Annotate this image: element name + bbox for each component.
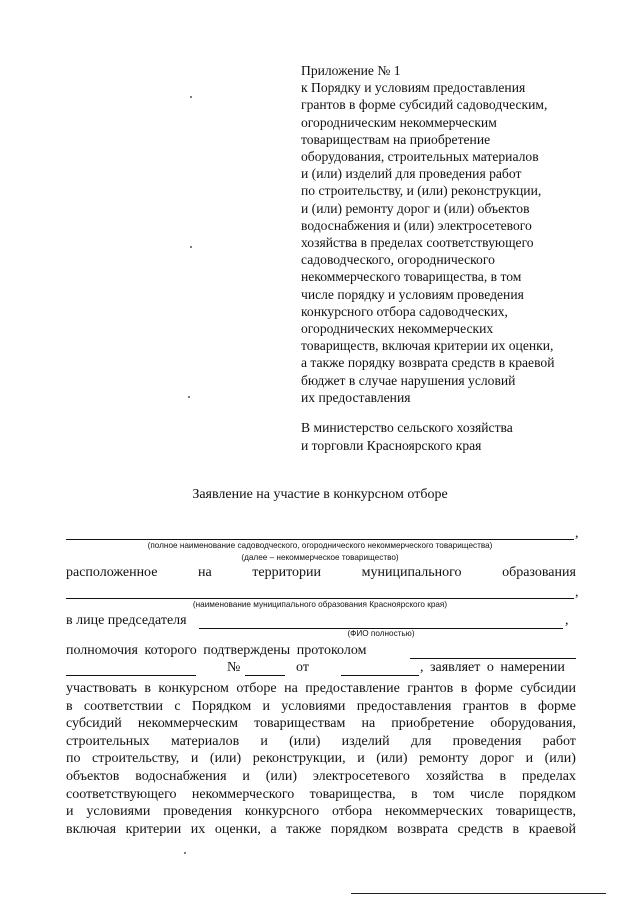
- body-word: для: [410, 733, 432, 749]
- body-word: товарищества,: [309, 786, 396, 802]
- municipality-field[interactable]: [66, 598, 574, 599]
- addressee-line-2: и торговли Красноярского края: [301, 437, 482, 453]
- body-word: изделий: [341, 733, 390, 749]
- appendix-line: хозяйства в пределах соответствующего: [301, 235, 534, 251]
- body-line: [66, 680, 576, 698]
- chairman-label: в лице председателя: [66, 613, 187, 628]
- body-line: [66, 821, 576, 839]
- appendix-line: числе порядку и условиям проведения: [301, 286, 524, 302]
- body-word: конкурсном: [158, 681, 229, 696]
- organization-name-field[interactable]: [66, 539, 574, 540]
- body-word: соответствии: [83, 698, 164, 714]
- appendix-line: Приложение № 1: [301, 63, 401, 78]
- protocol-prefix-field[interactable]: [66, 675, 196, 676]
- body-word: условиями: [86, 804, 151, 820]
- addressee-block: [301, 419, 601, 454]
- body-word: условиями: [281, 698, 346, 714]
- body-word: (или): [265, 768, 298, 784]
- powers-label: полномочия которого подтверждены протоколом: [66, 643, 367, 658]
- body-word: (или): [289, 733, 321, 749]
- body-word: реконструкции,: [252, 751, 346, 767]
- body-word: (или): [209, 751, 242, 767]
- body-word: хозяйства: [425, 768, 484, 784]
- appendix-line: водоснабжения и (или) электросетевого: [301, 217, 532, 233]
- body-word: отбора: [331, 804, 373, 820]
- body-word: оценки,: [214, 821, 261, 837]
- caption-municipality: (наименование муниципального образования Красноярского края): [192, 600, 448, 609]
- body-word: некоммерческих: [385, 804, 484, 820]
- body-line: [66, 786, 576, 804]
- body-word: и: [242, 768, 250, 784]
- body-line: [66, 715, 576, 733]
- body-word: форме: [474, 681, 513, 696]
- comma: ,: [565, 613, 569, 628]
- body-word: ремонту: [419, 751, 469, 767]
- body-word: работ: [542, 733, 576, 749]
- body-word: краевой: [528, 821, 576, 837]
- scan-speck: [190, 246, 192, 248]
- body-word: порядком: [330, 821, 388, 837]
- appendix-line: к Порядку и условиям предоставления: [301, 80, 526, 96]
- body-line: [66, 733, 576, 751]
- appendix-line: огородническим некоммерческим: [301, 114, 497, 130]
- body-word: конкурсного: [244, 804, 320, 820]
- number-sign: №: [227, 660, 241, 675]
- body-word: порядком: [519, 786, 576, 802]
- scan-speck: [184, 852, 186, 854]
- protocol-field[interactable]: [410, 658, 576, 659]
- body-line: [66, 750, 576, 768]
- body-word: на: [361, 716, 376, 732]
- body-line: [66, 698, 576, 716]
- body-word: некоммерческим: [137, 716, 238, 732]
- body-word: проведения: [452, 733, 522, 749]
- appendix-line: и (или) ремонту дорог и (или) объектов: [301, 200, 530, 216]
- body-word: товариществам: [254, 716, 346, 732]
- body-word: Порядком: [191, 698, 252, 714]
- body-word: некоммерческого: [191, 786, 295, 802]
- appendix-line: их предоставления: [301, 389, 411, 405]
- body-word: отборе: [236, 681, 277, 696]
- body-word: грантов: [407, 681, 454, 696]
- appendix-line: грантов в форме субсидий садоводческим,: [301, 97, 548, 113]
- protocol-date-field[interactable]: [341, 675, 419, 676]
- body-word: критерии: [125, 821, 182, 837]
- appendix-line: бюджет в случае нарушения условий: [301, 372, 516, 388]
- located-word: расположенное: [66, 565, 158, 580]
- located-word: образования: [502, 565, 576, 580]
- body-word: пределах: [521, 768, 576, 784]
- body-word: объектов: [66, 768, 120, 784]
- body-word: по: [66, 751, 81, 767]
- body-word: товариществ,: [496, 804, 576, 820]
- body-word: возврата: [397, 821, 449, 837]
- body-word: (или): [376, 751, 408, 767]
- body-word: их: [190, 821, 206, 837]
- located-line: [66, 565, 576, 581]
- body-word: в: [499, 768, 507, 784]
- caption-hereinafter: (далее – некоммерческое товарищество): [241, 553, 399, 562]
- body-word: дорог: [480, 751, 515, 767]
- comma: ,: [575, 526, 579, 541]
- body-word: также: [286, 821, 322, 837]
- appendix-line: а также порядку возврата средств в краевой: [301, 355, 555, 371]
- from-label: от: [296, 660, 309, 675]
- body-word: и: [260, 733, 268, 749]
- body-word: в: [410, 786, 418, 802]
- body-word: грантов: [462, 698, 509, 714]
- body-word: проведения: [163, 804, 233, 820]
- body-word: соответствующего: [66, 786, 177, 802]
- body-word: (или): [544, 751, 576, 767]
- appendix-line: по строительству, и (или) реконструкции,: [301, 183, 542, 199]
- body-word: в: [512, 821, 520, 837]
- appendix-line: оборудования, строительных материалов: [301, 149, 539, 165]
- appendix-header: [301, 62, 601, 406]
- body-word: и: [190, 751, 199, 767]
- body-word: и: [262, 698, 270, 714]
- body-word: с: [174, 698, 181, 714]
- scan-speck: [188, 396, 190, 398]
- caption-fio: (ФИО полностью): [347, 629, 415, 638]
- body-word: строительных: [66, 733, 150, 749]
- body-word: водоснабжения: [135, 768, 227, 784]
- declares-text: , заявляет о намерении: [420, 660, 565, 675]
- body-word: субсидии: [520, 681, 576, 696]
- body-word: в: [520, 698, 527, 714]
- body-word: материалов: [170, 733, 240, 749]
- body-word: включая: [66, 821, 117, 837]
- body-word: электросетевого: [312, 768, 410, 784]
- body-line: [66, 768, 576, 786]
- body-word: строительству,: [92, 751, 180, 767]
- body-word: и: [525, 751, 534, 767]
- body-line: [66, 803, 576, 821]
- body-word: предоставление: [305, 681, 400, 696]
- body-word: участвовать: [66, 681, 137, 696]
- body-word: в: [66, 698, 73, 714]
- body-paragraph: [66, 680, 576, 838]
- body-word: а: [270, 821, 277, 837]
- addressee-line-1: В министерство сельского хозяйства: [301, 420, 513, 435]
- appendix-line: товариществ, включая критерии их оценки,: [301, 338, 554, 354]
- appendix-line: огороднических некоммерческих: [301, 321, 494, 337]
- body-word: в: [460, 681, 468, 696]
- protocol-number-field[interactable]: [245, 675, 285, 676]
- body-word: оборудования,: [490, 716, 576, 732]
- body-word: приобретение: [391, 716, 475, 732]
- body-word: средств: [457, 821, 503, 837]
- body-word: числе: [469, 786, 504, 802]
- appendix-line: садоводческого, огороднического: [301, 252, 495, 268]
- located-word: на: [198, 565, 212, 580]
- footer-rule: [351, 893, 606, 894]
- body-word: и: [357, 751, 365, 767]
- body-word: предоставления: [356, 698, 452, 714]
- body-word: в: [144, 681, 151, 696]
- appendix-line: конкурсного отбора садоводческих,: [301, 303, 508, 319]
- body-word: форме: [537, 698, 576, 714]
- body-word: том: [432, 786, 455, 802]
- body-word: на: [284, 681, 298, 696]
- body-word: и: [66, 804, 74, 820]
- appendix-line: товариществам на приобретение: [301, 131, 491, 147]
- located-word: муниципального: [361, 565, 462, 580]
- document-title: Заявление на участие в конкурсном отборе: [192, 487, 448, 502]
- caption-full-name: (полное наименование садоводческого, огороднического некоммерческого товарищества): [147, 541, 493, 550]
- scan-speck: [190, 96, 192, 98]
- body-word: субсидий: [66, 716, 122, 732]
- located-word: территории: [252, 565, 322, 580]
- appendix-line: и (или) изделий для проведения работ: [301, 166, 522, 182]
- appendix-line: некоммерческого товарищества, в том: [301, 269, 522, 285]
- comma: ,: [575, 585, 579, 600]
